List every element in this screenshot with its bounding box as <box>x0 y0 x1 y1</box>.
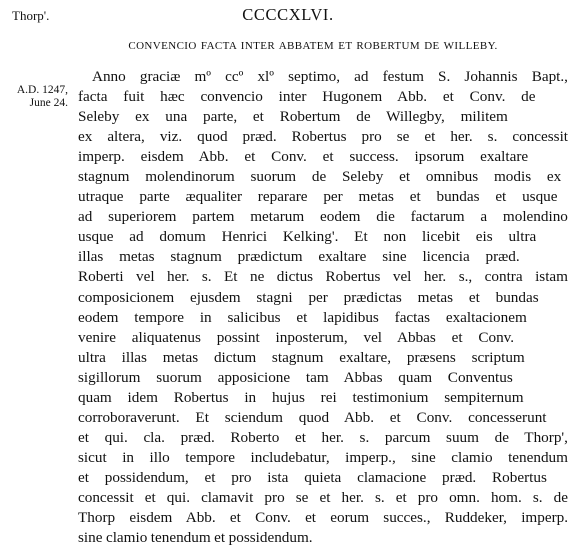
text-line: et possidendum, et pro ista quieta clamacione præd. Robertus <box>78 468 547 486</box>
text-line: corroboraverunt. Et sciendum quod Abb. et Conv. concesserunt <box>78 408 547 426</box>
text-line: imperp. eisdem Abb. et Conv. et success. ipsorum exaltare <box>78 148 529 166</box>
text-line: quam idem Robertus in hujus rei testimonium sempiternum <box>78 388 524 406</box>
text-line: Roberti vel her. s. Et ne dictus Robertus vel her. s., contra istam <box>78 268 568 286</box>
text-line: illas metas stagnum prædictum exaltare sine licencia præd. <box>78 248 520 266</box>
text-line: stagnum molendinorum suorum de Seleby et omnibus modis ex <box>78 168 562 186</box>
text-line: et qui. cla. præd. Roberto et her. s. parcum suum de Thorp', <box>78 428 568 446</box>
text-line: sigillorum suorum apposicione tam Abbas quam Conventus <box>78 368 513 386</box>
text-line: ad superiorem partem metarum eodem die factarum a molendino <box>78 208 568 226</box>
margin-year: A.D. 1247, <box>16 84 68 96</box>
text-line: utraque parte æqualiter reparare per metas et bundas et usque <box>78 188 558 206</box>
text-line: usque ad domum Henrici Kelking'. Et non licebit eis ultra <box>78 228 537 246</box>
charter-number: CCCCXLVI. <box>242 5 334 24</box>
margin-day: June 24. <box>29 97 68 109</box>
text-line: sine clamio tenendum et possidendum. <box>78 529 313 547</box>
text-line: sicut in illo tempore includebatur, imperp., sine clamio tenendum <box>78 448 568 466</box>
text-line: ex altera, viz. quod præd. Robertus pro se et her. s. concessit <box>78 128 569 146</box>
text-line: Anno graciæ mº ccº xlº septimo, ad festum S. Johannis Bapt., <box>92 68 568 85</box>
text-line: facta fuit hæc convencio inter Hugonem Abb. et Conv. de <box>78 88 536 106</box>
text-line: ultra illas metas dictum stagnum exaltare, præsens scriptum <box>78 348 525 366</box>
charter-text <box>78 67 568 548</box>
text-line: venire aliquatenus possint inposterum, vel Abbas et Conv. <box>78 328 515 346</box>
text-line: eodem tempore in salicibus et lapidibus factas exaltacionem <box>78 308 527 326</box>
text-line: Thorp eisdem Abb. et Conv. et eorum succes., Ruddeker, imperp. <box>78 509 569 527</box>
margin-date-note <box>4 84 68 110</box>
text-line: concessit et qui. clamavit pro se et her. s. et pro omn. hom. s. de <box>78 488 568 506</box>
text-line: Seleby ex una parte, et Robertum de Willegby, militem <box>78 108 508 126</box>
text-line: composicionem ejusdem stagni per prædictas metas et bundas <box>78 288 539 306</box>
running-head-place: Thorp'. <box>12 8 50 23</box>
charter-heading: CONVENCIO FACTA INTER ABBATEM ET ROBERTUM DE WILLEBY. <box>128 40 498 52</box>
